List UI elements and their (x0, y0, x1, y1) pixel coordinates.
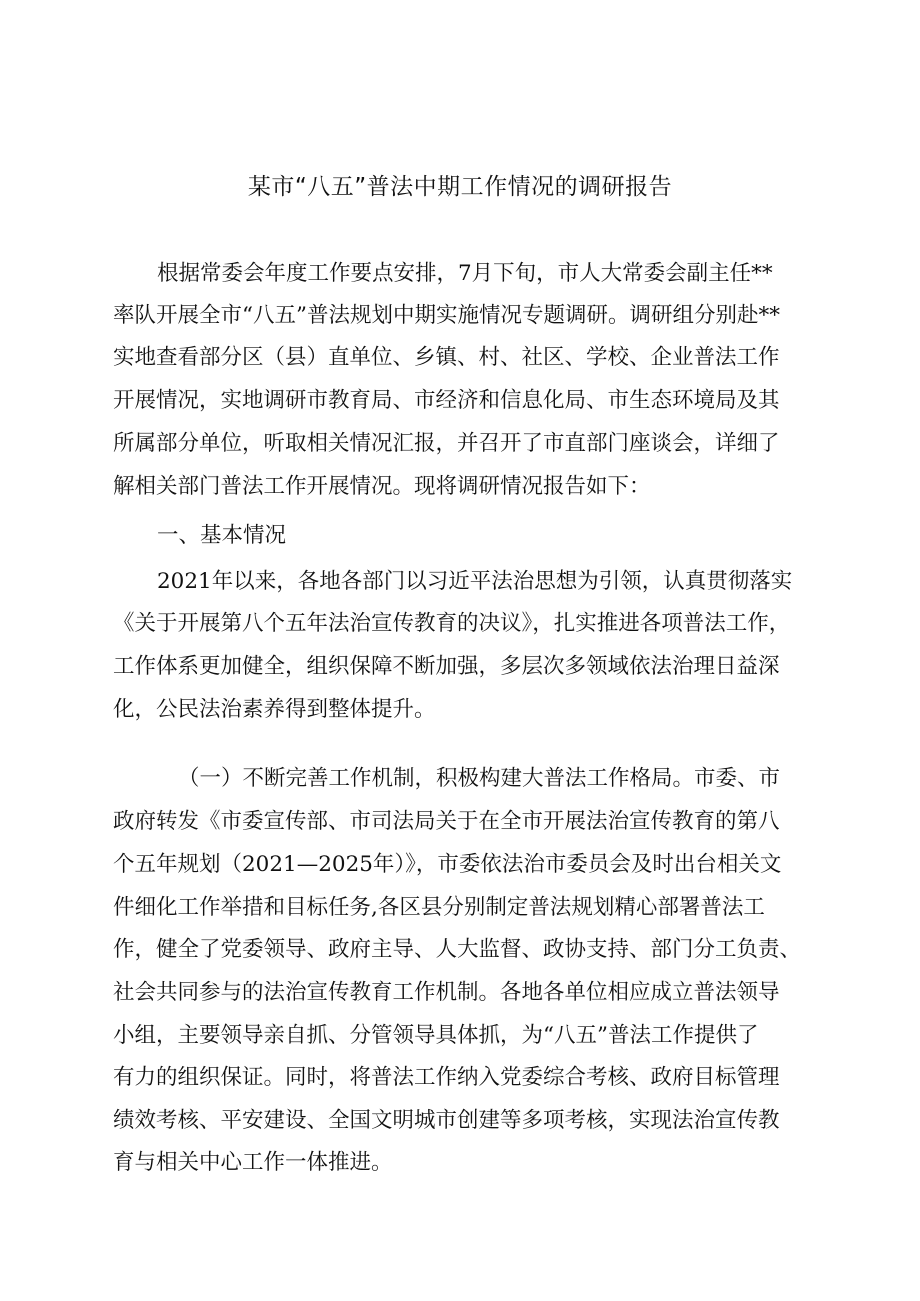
section-heading: 一、基本情况 (157, 523, 287, 548)
paragraph-line: 作，健全了党委领导、政府主导、人大监督、政协支持、部门分工负责、 (113, 937, 802, 962)
paragraph-line: 工作体系更加健全，组织保障不断加强，多层次多领域依法治理日益深 (113, 654, 780, 679)
paragraph-line: 率队开展全市“八五”普法规划中期实施情况专题调研。调研组分别赴** (113, 303, 780, 328)
paragraph-line: 件细化工作举措和目标任务,各区县分别制定普法规划精心部署普法工 (113, 895, 765, 920)
paragraph-line: 解相关部门普法工作开展情况。现将调研情况报告如下： (113, 474, 651, 499)
paragraph-line: 实地查看部分区（县）直单位、乡镇、村、社区、学校、企业普法工作 (113, 345, 780, 370)
paragraph-line: 小组，主要领导亲自抓、分管领导具体抓，为“八五”普法工作提供了 (113, 1023, 759, 1048)
paragraph-line: 育与相关中心工作一体推进。 (113, 1150, 393, 1175)
paragraph-line: 根据常委会年度工作要点安排，7月下旬，市人大常委会副主任** (157, 261, 773, 286)
paragraph-line: 《关于开展第八个五年法治宣传教育的决议》，扎实推进各项普法工作， (113, 611, 791, 636)
paragraph-line: 绩效考核、平安建设、全国文明城市创建等多项考核，实现法治宣传教 (113, 1108, 780, 1133)
paragraph-line: 所属部分单位，听取相关情况汇报，并召开了市直部门座谈会，详细了 (113, 431, 780, 456)
paragraph-line: 社会共同参与的法治宣传教育工作机制。各地各单位相应成立普法领导 (113, 980, 780, 1005)
paragraph-line: 开展情况，实地调研市教育局、市经济和信息化局、市生态环境局及其 (113, 388, 780, 413)
paragraph-line: 政府转发《市委宣传部、市司法局关于在全市开展法治宣传教育的第八 (113, 809, 780, 834)
paragraph-line: 2021年以来，各地各部门以习近平法治思想为引领，认真贯彻落实 (157, 569, 793, 594)
paragraph-line: 化，公民法治素养得到整体提升。 (113, 697, 436, 722)
paragraph-line: （一）不断完善工作机制，积极构建大普法工作格局。市委、市 (178, 766, 781, 791)
paragraph-line: 有力的组织保证。同时，将普法工作纳入党委综合考核、政府目标管理 (113, 1065, 780, 1090)
document-title: 某市“八五”普法中期工作情况的调研报告 (247, 174, 673, 200)
paragraph-line: 个五年规划（2021—2025年）》，市委依法治市委员会及时出台相关文 (113, 852, 782, 877)
